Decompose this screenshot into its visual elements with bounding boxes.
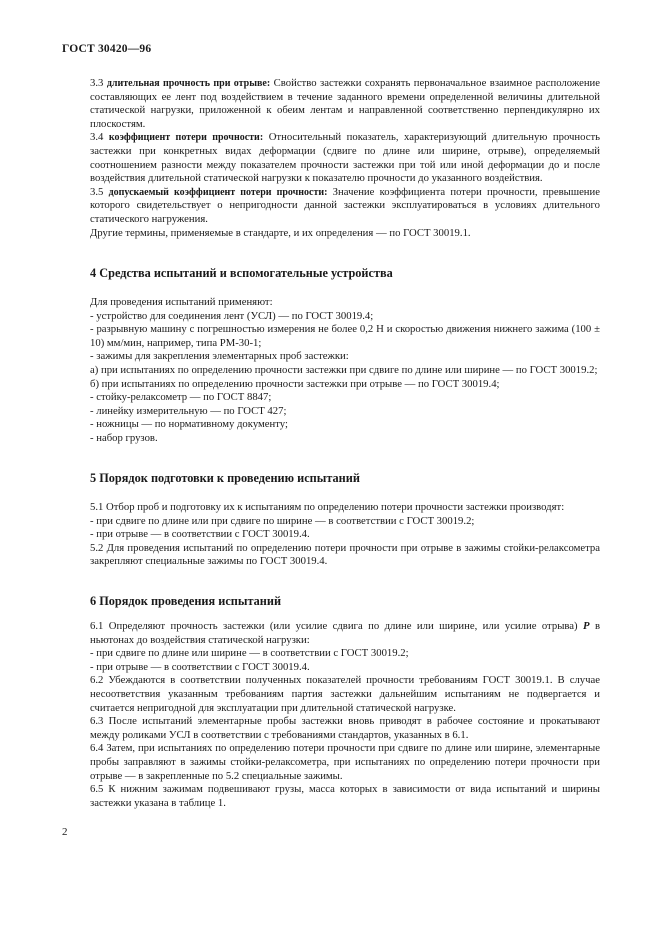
document-header: ГОСТ 30420—96 bbox=[62, 43, 152, 55]
paragraph-6-5: 6.5 К нижним зажимам подвешивают грузы, масса которых в зависимости от вида испытаний и ширины застежки указана в таблице 1. bbox=[90, 783, 600, 809]
paragraph-6-1: 6.1 Определяют прочность застежки (или усилие сдвига по длине или ширине, или усилие отрыва) Р в ньютонах до воздействия статической нагрузки: bbox=[90, 620, 601, 646]
section-4-body bbox=[90, 296, 600, 446]
page-number: 2 bbox=[62, 826, 68, 838]
variable-p: Р bbox=[583, 620, 590, 632]
list-item: - набор грузов. bbox=[90, 431, 158, 444]
other-terms-note: Другие термины, применяемые в стандарте, и их определения — по ГОСТ 30019.1. bbox=[90, 226, 471, 239]
term-3-3: 3.3 длительная прочность при отрыве: Свойство застежки сохранять первоначальное взаимное расположение составляющих ее лент под воздействием в течение заданного времени определенной величины длительной статической нагрузки, приложенной к обеим лентам и направленной соответственно перпендикулярно их плоскостям. bbox=[90, 77, 601, 130]
term-3-3-name: длительная прочность при отрыве: bbox=[106, 78, 271, 89]
list-item: - разрывную машину с погрешностью измерения не более 0,2 Н и скоростью движения нижнего зажима (100 ± 10) мм/мин, например, типа РМ-30-1; bbox=[90, 323, 600, 349]
paragraph-6-4: 6.4 Затем, при испытаниях по определению потери прочности при сдвиге по длине или ширине, элементарные пробы заправляют в зажимы стойки-релаксометра, при испытаниях по определению потери прочности при отрыве — в закрепленные по 5.2 специальные зажимы. bbox=[90, 742, 600, 782]
section-4-title: 4 Средства испытаний и вспомогательные устройства bbox=[90, 266, 393, 280]
list-item: - устройство для соединения лент (УСЛ) — по ГОСТ 30019.4; bbox=[90, 309, 374, 322]
list-item: - при отрыве — в соответствии с ГОСТ 30019.4. bbox=[90, 528, 310, 541]
section-3-terms bbox=[90, 77, 600, 240]
list-item: - при сдвиге по длине или при сдвиге по ширине — в соответствии с ГОСТ 30019.2; bbox=[90, 514, 475, 527]
term-3-5: 3.5 допускаемый коэффициент потери прочности: Значение коэффициента потери прочности, превышение которого свидетельствует о непригодности данной застежки эксплуатироваться в условиях длительного статического нагружения. bbox=[90, 185, 600, 225]
paragraph-5-1: 5.1 Отбор проб и подготовку их к испытаниям по определению потери прочности застежки производят: bbox=[90, 501, 565, 513]
paragraph-6-3: 6.3 После испытаний элементарные пробы застежки вновь приводят в рабочее состояние и прокатывают между роликами УСЛ в соответствии с требованиями стандартов, указанных в 6.1. bbox=[90, 715, 600, 741]
paragraph-5-2: 5.2 Для проведения испытаний по определению потери прочности при отрыве в зажимы стойки-релаксометра закрепляют специальные зажимы по ГОСТ 30019.4. bbox=[90, 541, 600, 568]
term-3-4: 3.4 коэффициент потери прочности: Относительный показатель, характеризующий длительную прочность застежки при конкретных видах деформации (сдвиге по длине или ширине, отрыве), определяемый соотношением разности между показателем прочности застежки при той или иной деформации до и после воздействия длительной статической нагрузки к показателю прочности до указанного воздействия. bbox=[90, 131, 601, 185]
section-6-body bbox=[90, 620, 600, 810]
section-5-body bbox=[90, 501, 600, 569]
list-item: а) при испытаниях по определению прочности застежки при сдвиге по длине или ширине — по ГОСТ 30019.2; bbox=[90, 363, 598, 376]
paragraph-6-2: 6.2 Убеждаются в соответствии полученных показателей прочности требованиям ГОСТ 30019.1. В случае несоответствия указанным требованиям партия застежки дальнейшим испытаниям не подвергается и считается непригодной для эксплуатации при длительной статической нагрузке. bbox=[90, 674, 600, 714]
list-item: - при отрыве — в соответствии с ГОСТ 30019.4. bbox=[90, 660, 310, 673]
list-item: - при сдвиге по длине или ширине — в соответствии с ГОСТ 30019.2; bbox=[90, 647, 409, 660]
list-item: - зажимы для закрепления элементарных проб застежки: bbox=[90, 350, 349, 363]
section-6-title: 6 Порядок проведения испытаний bbox=[90, 594, 282, 608]
section-4-intro: Для проведения испытаний применяют: bbox=[90, 296, 273, 308]
section-5-title: 5 Порядок подготовки к проведению испытаний bbox=[90, 471, 360, 485]
term-3-5-name: допускаемый коэффициент потери прочности: bbox=[108, 186, 328, 198]
list-item: - линейку измерительную — по ГОСТ 427; bbox=[90, 404, 287, 417]
term-3-4-name: коэффициент потери прочности: bbox=[108, 132, 264, 144]
list-item: - ножницы — по нормативному документу; bbox=[90, 418, 288, 431]
list-item: б) при испытаниях по определению прочности застежки при отрыве — по ГОСТ 30019.4; bbox=[90, 377, 500, 390]
list-item: - стойку-релаксометр — по ГОСТ 8847; bbox=[90, 391, 272, 404]
